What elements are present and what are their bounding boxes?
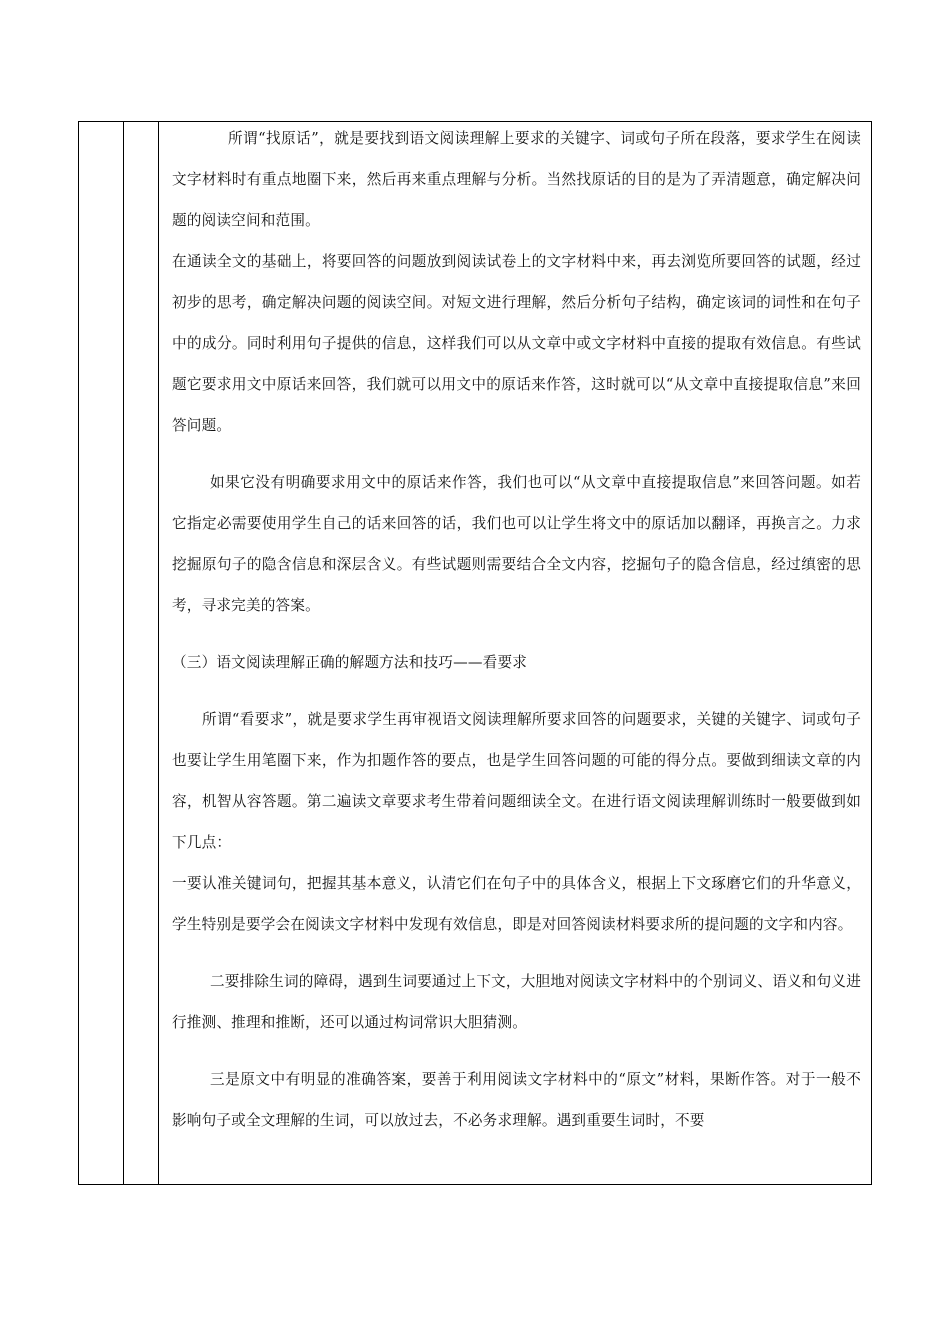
content-table [78,121,872,1185]
paragraph-find-original: 所谓“找原话”，就是要找到语文阅读理解上要求的关键字、词或句子所在段落，要求学生在阅读文字材料时有重点地圈下来，然后再来重点理解与分析。当然找原话的目的是为了弄清题意，确定解决问题的阅读空间和范围。 [172,130,861,229]
section-heading: （三）语文阅读理解正确的解题方法和技巧——看要求 [172,654,528,671]
paragraph-point-two: 二要排除生词的障碍，遇到生词要通过上下文，大胆地对阅读文字材料中的个别词义、语义和句义进行推测、推理和推断，还可以通过构词常识大胆猜测。 [172,973,861,1031]
paragraph-point-three: 三是原文中有明显的准确答案，要善于利用阅读文字材料中的“原文”材料，果断作答。对于一般不影响句子或全文理解的生词，可以放过去，不必务求理解。遇到重要生词时，不要 [172,1071,861,1129]
paragraph-full-reading: 在通读全文的基础上，将要回答的问题放到阅读试卷上的文字材料中来，再去浏览所要回答的试题，经过初步的思考，确定解决问题的阅读空间。对短文进行理解，然后分析句子结构，确定该词的词性和在句子中的成分。同时利用句子提供的信息，这样我们可以从文章中或文字材料中直接的提取有效信息。有些试题它要求用文中原话来回答，我们就可以用文中的原话来作答，这时就可以“从文章中直接提取信息”来回答问题。 [172,253,861,434]
column-divider-2 [158,122,159,1184]
paragraph-point-one: 一要认准关键词句，把握其基本意义，认清它们在句子中的具体含义，根据上下文琢磨它们的升华意义，学生特别是要学会在阅读文字材料中发现有效信息，即是对回答阅读材料要求所的提问题的文字和内容。 [172,875,861,933]
paragraph-no-requirement: 如果它没有明确要求用文中的原话来作答，我们也可以“从文章中直接提取信息”来回答问题。如若它指定必需要使用学生自己的话来回答的话，我们也可以让学生将文中的原话加以翻译，再换言之。力求挖掘原句子的隐含信息和深层含义。有些试题则需要结合全文内容，挖掘句子的隐含信息，经过缜密的思考，寻求完美的答案。 [172,474,861,614]
table-content-cell [172,122,861,1184]
column-divider-1 [123,122,124,1184]
paragraph-see-requirements: 所谓“看要求”，就是要求学生再审视语文阅读理解所要求回答的问题要求，关键的关键字、词或句子也要让学生用笔圈下来，作为扣题作答的要点，也是学生回答问题的可能的得分点。要做到细读文章的内容，机智从容答题。第二遍读文章要求考生带着问题细读全文。在进行语文阅读理解训练时一般要做到如下几点： [172,711,861,851]
